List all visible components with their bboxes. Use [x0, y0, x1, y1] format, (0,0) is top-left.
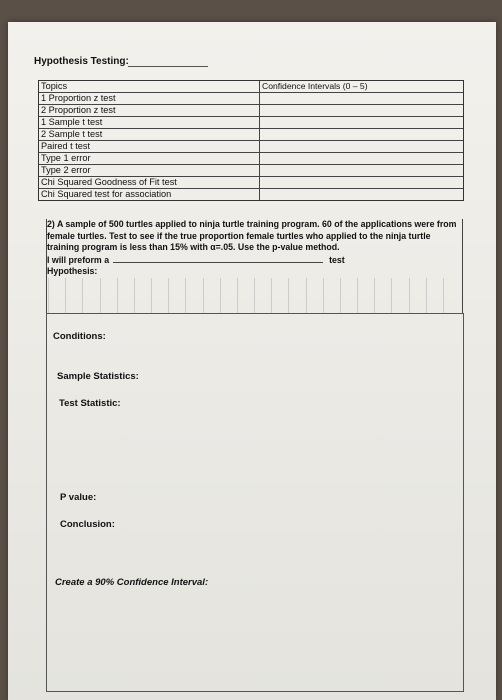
topic-label: 1 Proportion z test	[39, 93, 260, 104]
answer-box[interactable]	[46, 313, 464, 692]
table-header-confidence: Confidence Intervals (0 – 5)	[262, 81, 368, 91]
topic-label: Paired t test	[39, 141, 260, 152]
table-row	[39, 165, 463, 177]
topic-label: 1 Sample t test	[39, 117, 260, 128]
page-title: Hypothesis Testing:	[34, 56, 129, 67]
test-statistic-label: Test Statistic:	[59, 398, 121, 409]
confidence-cell	[260, 105, 463, 116]
table-header-row	[39, 81, 463, 93]
table-row	[39, 129, 463, 141]
perform-prefix: I will preform a	[47, 254, 110, 265]
table-row	[39, 141, 463, 153]
confidence-cell	[260, 165, 463, 176]
confidence-cell	[260, 189, 463, 200]
table-row	[39, 105, 463, 117]
topic-label: Chi Squared Goodness of Fit test	[39, 177, 260, 188]
confidence-cell	[260, 177, 463, 188]
topic-label: Type 1 error	[39, 153, 260, 164]
topics-table	[38, 80, 464, 201]
question-block	[47, 219, 463, 278]
sample-statistics-label: Sample Statistics:	[57, 371, 139, 382]
hypothesis-label: Hypothesis:	[47, 266, 98, 277]
table-row	[39, 93, 463, 105]
confidence-cell	[260, 129, 463, 140]
table-row	[39, 153, 463, 165]
confidence-interval-label: Create a 90% Confidence Interval:	[55, 577, 209, 588]
table-row	[39, 189, 463, 200]
question-text: 2) A sample of 500 turtles applied to ninja turtle training program. 60 of the applications were from female turtles. Test to see if the true proportion female turtles who applied to the ninja turtle training program is less than 15% with α=.05. Use the p-value method.	[47, 219, 457, 253]
conditions-label: Conditions:	[53, 331, 106, 342]
table-row	[39, 177, 463, 189]
perform-blank[interactable]	[113, 254, 323, 263]
table-header-topics: Topics	[39, 81, 260, 92]
topic-label: 2 Sample t test	[39, 129, 260, 140]
topic-label: Type 2 error	[39, 165, 260, 176]
topic-label: Chi Squared test for association	[39, 189, 260, 200]
topic-label: 2 Proportion z test	[39, 105, 260, 116]
confidence-cell	[260, 153, 463, 164]
perform-suffix: test	[329, 254, 345, 265]
p-value-label: P value:	[60, 492, 97, 503]
title-underline	[128, 66, 208, 67]
hypothesis-bleed-row	[48, 296, 460, 314]
confidence-cell	[260, 93, 463, 104]
perform-line	[47, 254, 463, 267]
confidence-cell	[260, 117, 463, 128]
confidence-cell	[260, 141, 463, 152]
conclusion-label: Conclusion:	[60, 519, 115, 530]
table-row	[39, 117, 463, 129]
hypothesis-bleed-row	[48, 278, 460, 296]
